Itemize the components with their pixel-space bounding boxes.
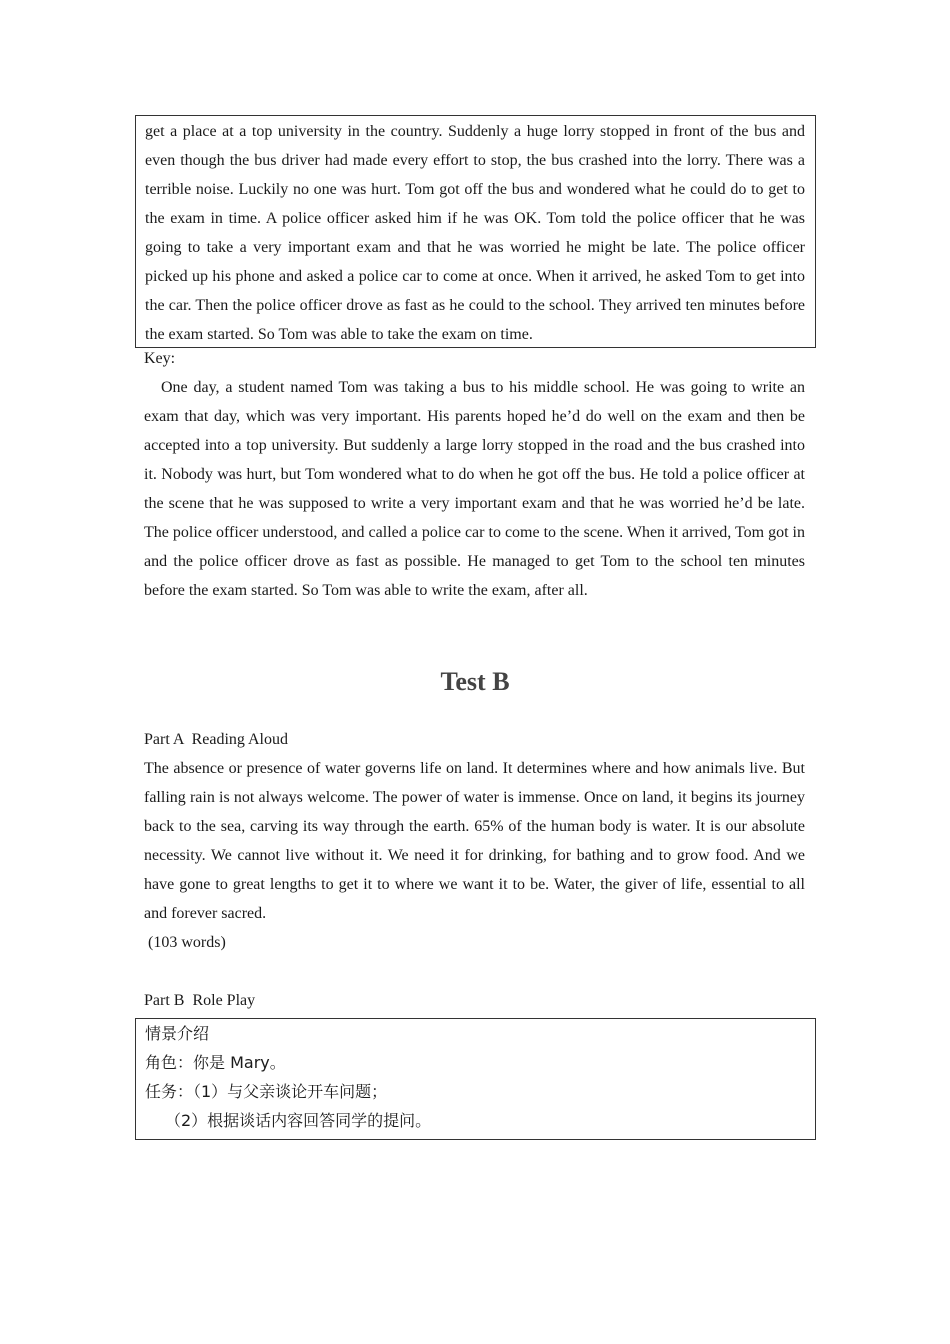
- test-b-title: Test B: [440, 667, 510, 696]
- key-text: One day, a student named Tom was taking a bus to his middle school. He was going to write an exam that day, which was very important. His parents hoped he’d do well on the exam and then be accepted into a top university. But suddenly a large lorry stopped in the road and the bus crashed into it. Nobody was hurt, but Tom wondered what to do when he got off the bus. He told a police officer at the scene that he was supposed to write a very important exam and that he was worried he’d be late. The police officer understood, and called a police car to come to the scene. When it arrived, Tom got in and the police officer drove as fast as possible. He managed to get Tom to the school ten minutes before the exam started. So Tom was able to write the exam, after all.: [144, 379, 805, 599]
- scenario-title: 情景介绍: [145, 1024, 210, 1043]
- story-text: get a place at a top university in the country. Suddenly a huge lorry stopped in front of the bus and even though the bus driver had made every effort to stop, the bus crashed into the lorry. There was a terrible noise. Luckily no one was hurt. Tom got off the bus and wondered what he could do to get to the exam in time. A police officer asked him if he was OK. Tom told the police officer that he was going to take a very important exam and that he was worried he might be late. The police officer picked up his phone and asked a police car to come at once. When it arrived, he asked Tom to get into the car. Then the police officer drove as fast as he could to the school. They arrived ten minutes before the exam started. So Tom was able to take the exam on time.: [145, 123, 805, 343]
- story-box: [135, 115, 816, 348]
- role-play-box: [135, 1018, 816, 1140]
- role-line: 角色：你是 Mary。: [145, 1053, 286, 1072]
- key-label: Key:: [144, 350, 176, 367]
- word-count: (103 words): [144, 934, 226, 951]
- part-a-heading: Part A Reading Aloud: [144, 731, 288, 748]
- part-b-heading: Part B Role Play: [144, 992, 256, 1009]
- task-line-1: 任务：（1）与父亲谈论开车问题；: [145, 1082, 388, 1101]
- task-line-2: （2）根据谈话内容回答同学的提问。: [165, 1111, 432, 1130]
- part-a-text: The absence or presence of water governs life on land. It determines where and how animals live. But falling rain is not always welcome. The power of water is immense. Once on land, it begins its journey back to the sea, carving its way through the earth. 65% of the human body is water. It is our absolute necessity. We cannot live without it. We need it for drinking, for bathing and to grow food. And we have gone to great lengths to get it to where we want it to be. Water, the giver of life, essential to all and forever sacred.: [144, 760, 805, 922]
